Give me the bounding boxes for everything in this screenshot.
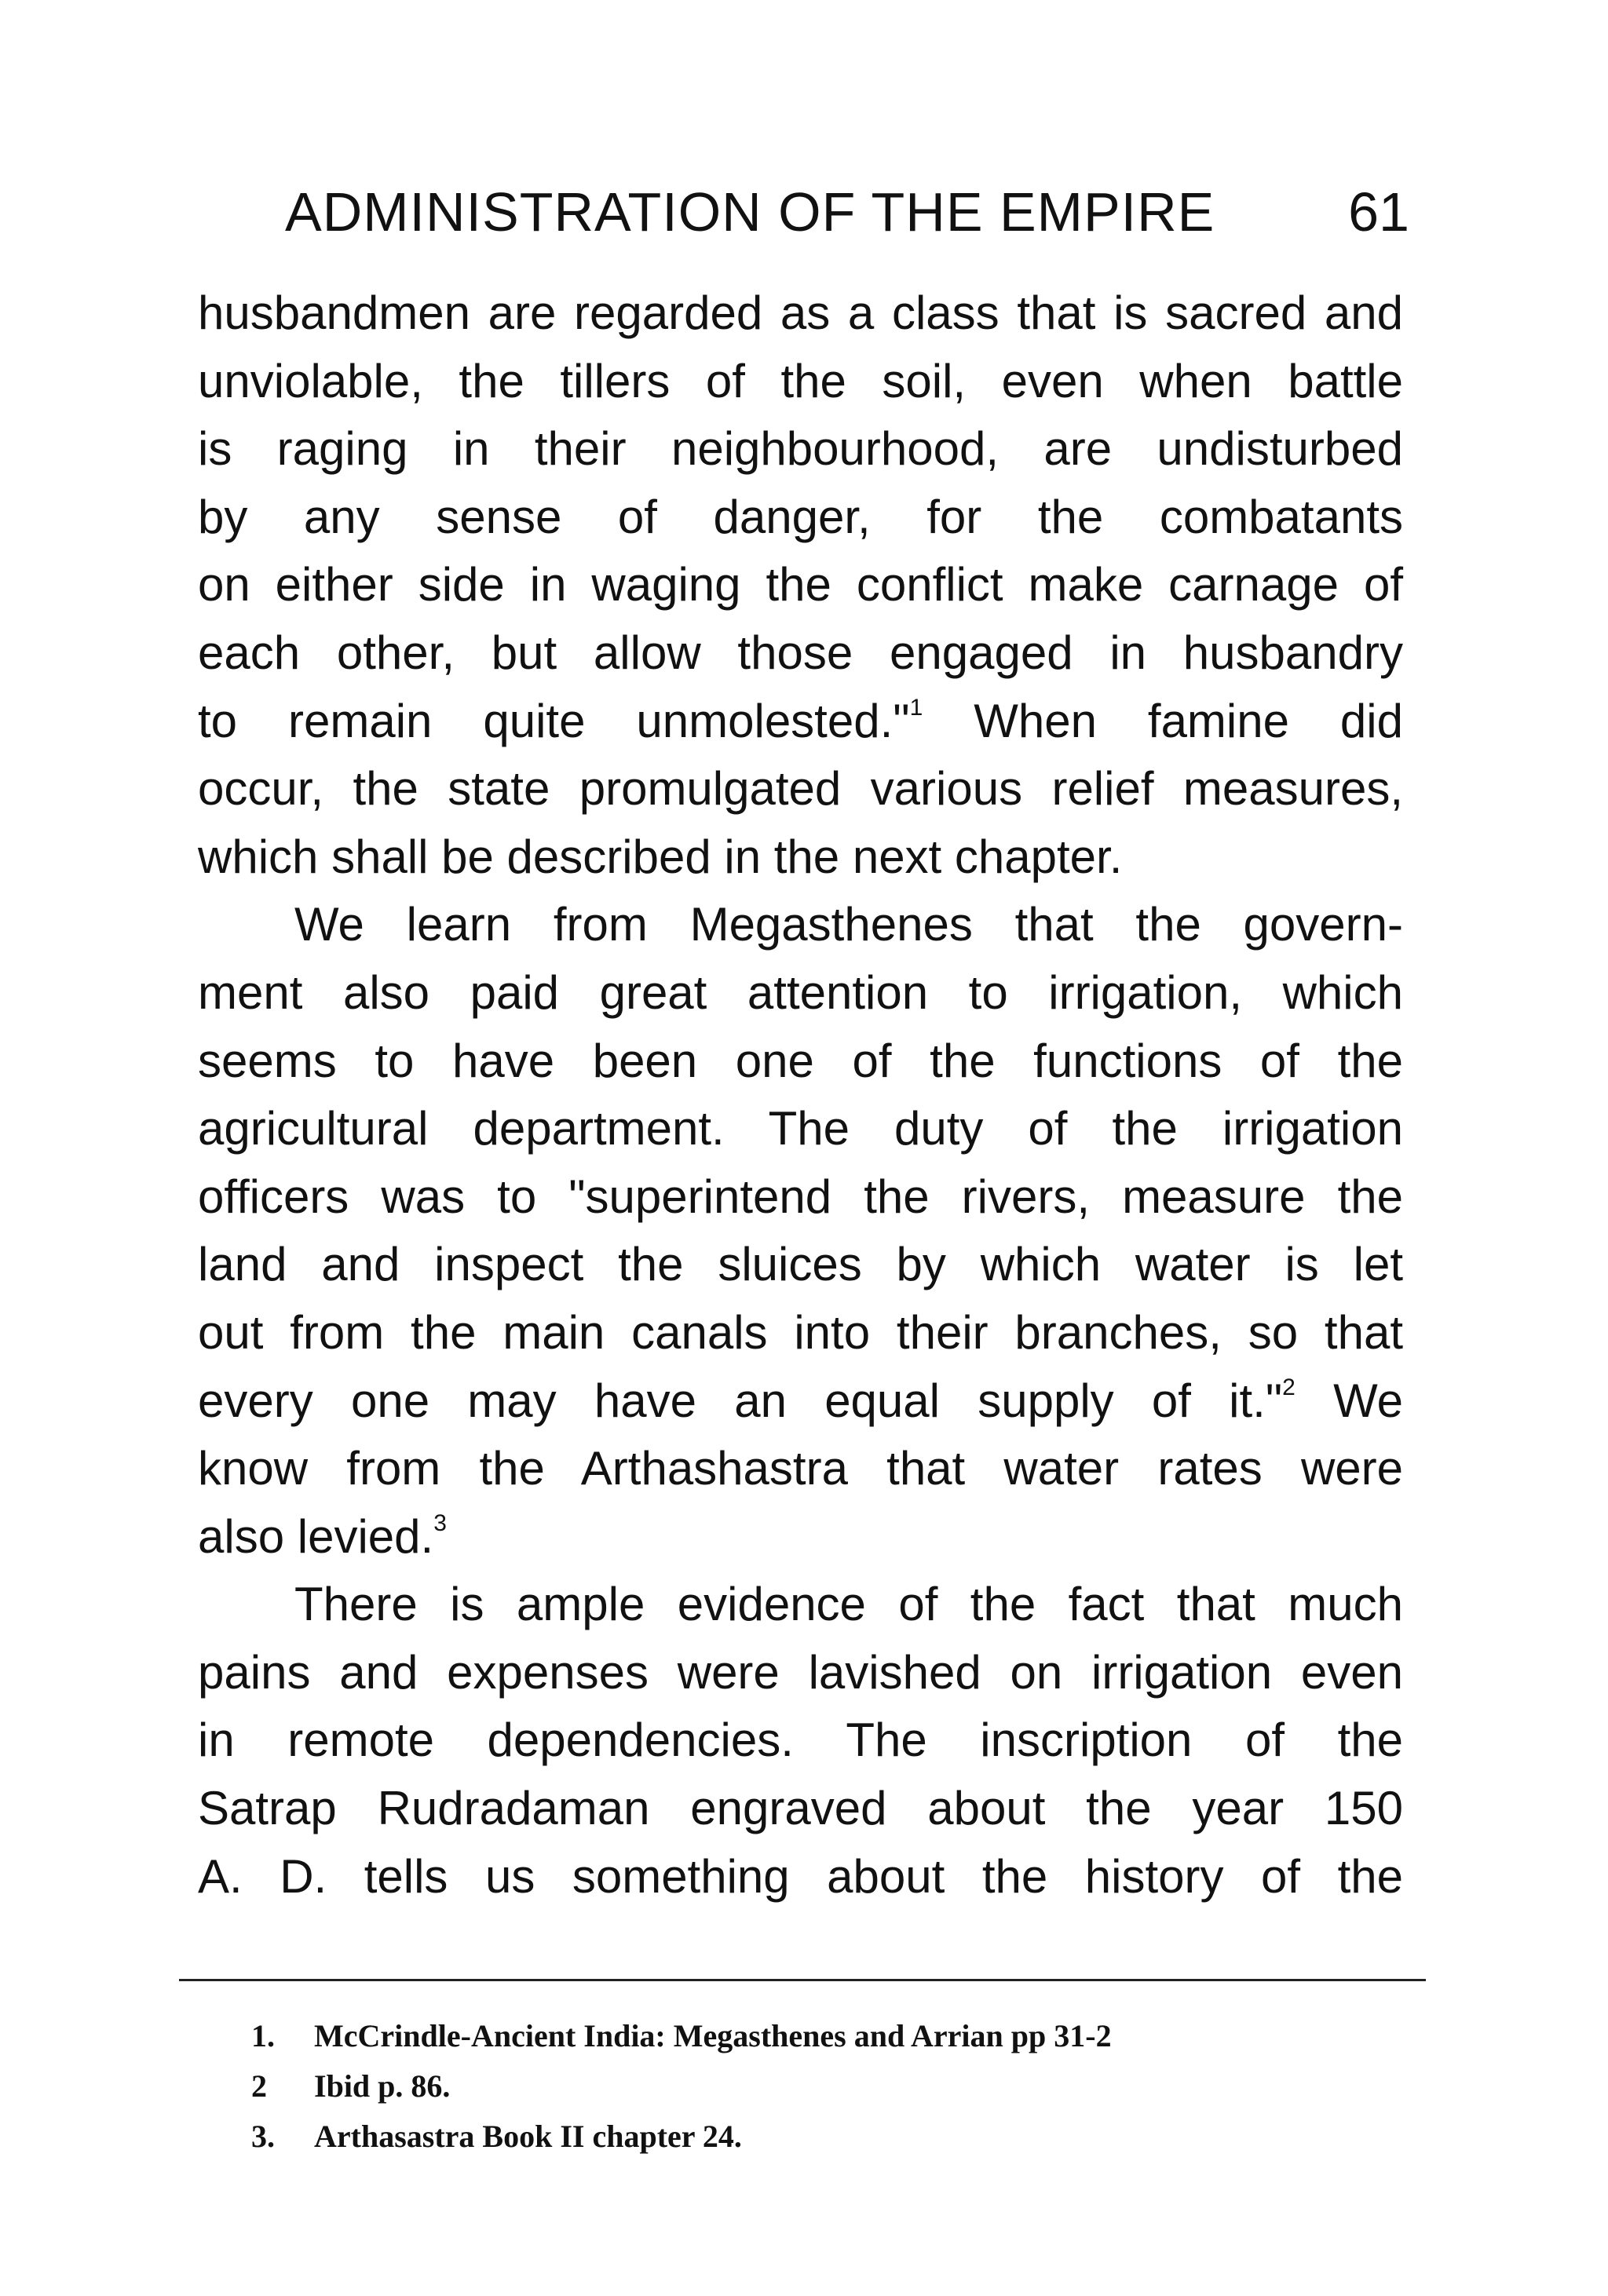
text-line: husbandmen are regarded as a class that is sacred and <box>198 287 1403 339</box>
text-line: land and inspect the sluices by which water is let <box>198 1238 1403 1291</box>
page-number: 61 <box>1348 181 1409 243</box>
text-line <box>198 1367 1403 1436</box>
text-line: occur, the state promulgated various relief measures, <box>198 762 1403 816</box>
text-line: officers was to "superintend the rivers, measure the <box>198 1170 1403 1223</box>
text-segment: We <box>1333 1374 1403 1427</box>
footnote-ref: 2 <box>1282 1374 1296 1400</box>
text-line: which shall be described in the next chapter. <box>198 830 1123 883</box>
text-line: Satrap Rudradaman engraved about the year 150 <box>198 1782 1403 1835</box>
running-header <box>285 177 1409 247</box>
text-line: agricultural department. The duty of the irrigation <box>198 1102 1403 1155</box>
text-line: unviolable, the tillers of the soil, even when battle <box>198 354 1403 407</box>
footnote-text: Ibid p. 86. <box>314 2068 451 2104</box>
text-line: know from the Arthashastra that water rates were <box>198 1442 1403 1495</box>
text-segment: When famine did <box>974 694 1403 747</box>
text-line: ment also paid great attention to irrigation, which <box>198 965 1403 1019</box>
footnote-number: 3. <box>251 2119 275 2154</box>
footnote-text: McCrindle-Ancient India: Megasthenes and Arrian pp 31-2 <box>314 2018 1112 2053</box>
text-line: by any sense of danger, for the combatants <box>198 490 1403 543</box>
text-line: out from the main canals into their branches, so that <box>198 1305 1403 1359</box>
footnote <box>251 2061 1390 2112</box>
text-line <box>198 1503 1403 1571</box>
body-text <box>198 279 1403 1911</box>
text-segment: to remain quite unmolested." <box>198 694 910 747</box>
text-line: in remote dependencies. The inscription of the <box>198 1714 1403 1767</box>
text-segment: also levied. <box>198 1509 434 1563</box>
footnote-divider <box>179 1979 1426 1981</box>
footnote <box>251 2011 1390 2061</box>
footnote-number: 1. <box>251 2018 275 2053</box>
footnote-text: Arthasastra Book II chapter 24. <box>314 2119 742 2154</box>
footnote-ref: 1 <box>909 694 923 721</box>
text-line <box>198 688 1403 756</box>
footnote <box>251 2112 1390 2162</box>
footnotes <box>251 2011 1390 2162</box>
text-line: on either side in waging the conflict make carnage of <box>198 558 1403 611</box>
text-line: pains and expenses were lavished on irrigation even <box>198 1645 1403 1699</box>
text-line: We learn from Megasthenes that the govern- <box>294 898 1403 951</box>
footnote-ref: 3 <box>433 1509 447 1536</box>
text-line: is raging in their neighbourhood, are undisturbed <box>198 422 1403 476</box>
text-line: There is ample evidence of the fact that much <box>294 1578 1403 1631</box>
text-line: A. D. tells us something about the history of the <box>198 1849 1403 1903</box>
text-segment: every one may have an equal supply of it." <box>198 1374 1283 1427</box>
running-title: ADMINISTRATION OF THE EMPIRE <box>285 181 1215 243</box>
footnote-number: 2 <box>251 2068 267 2104</box>
text-line: seems to have been one of the functions of the <box>198 1034 1403 1087</box>
text-line: each other, but allow those engaged in husbandry <box>198 626 1403 679</box>
